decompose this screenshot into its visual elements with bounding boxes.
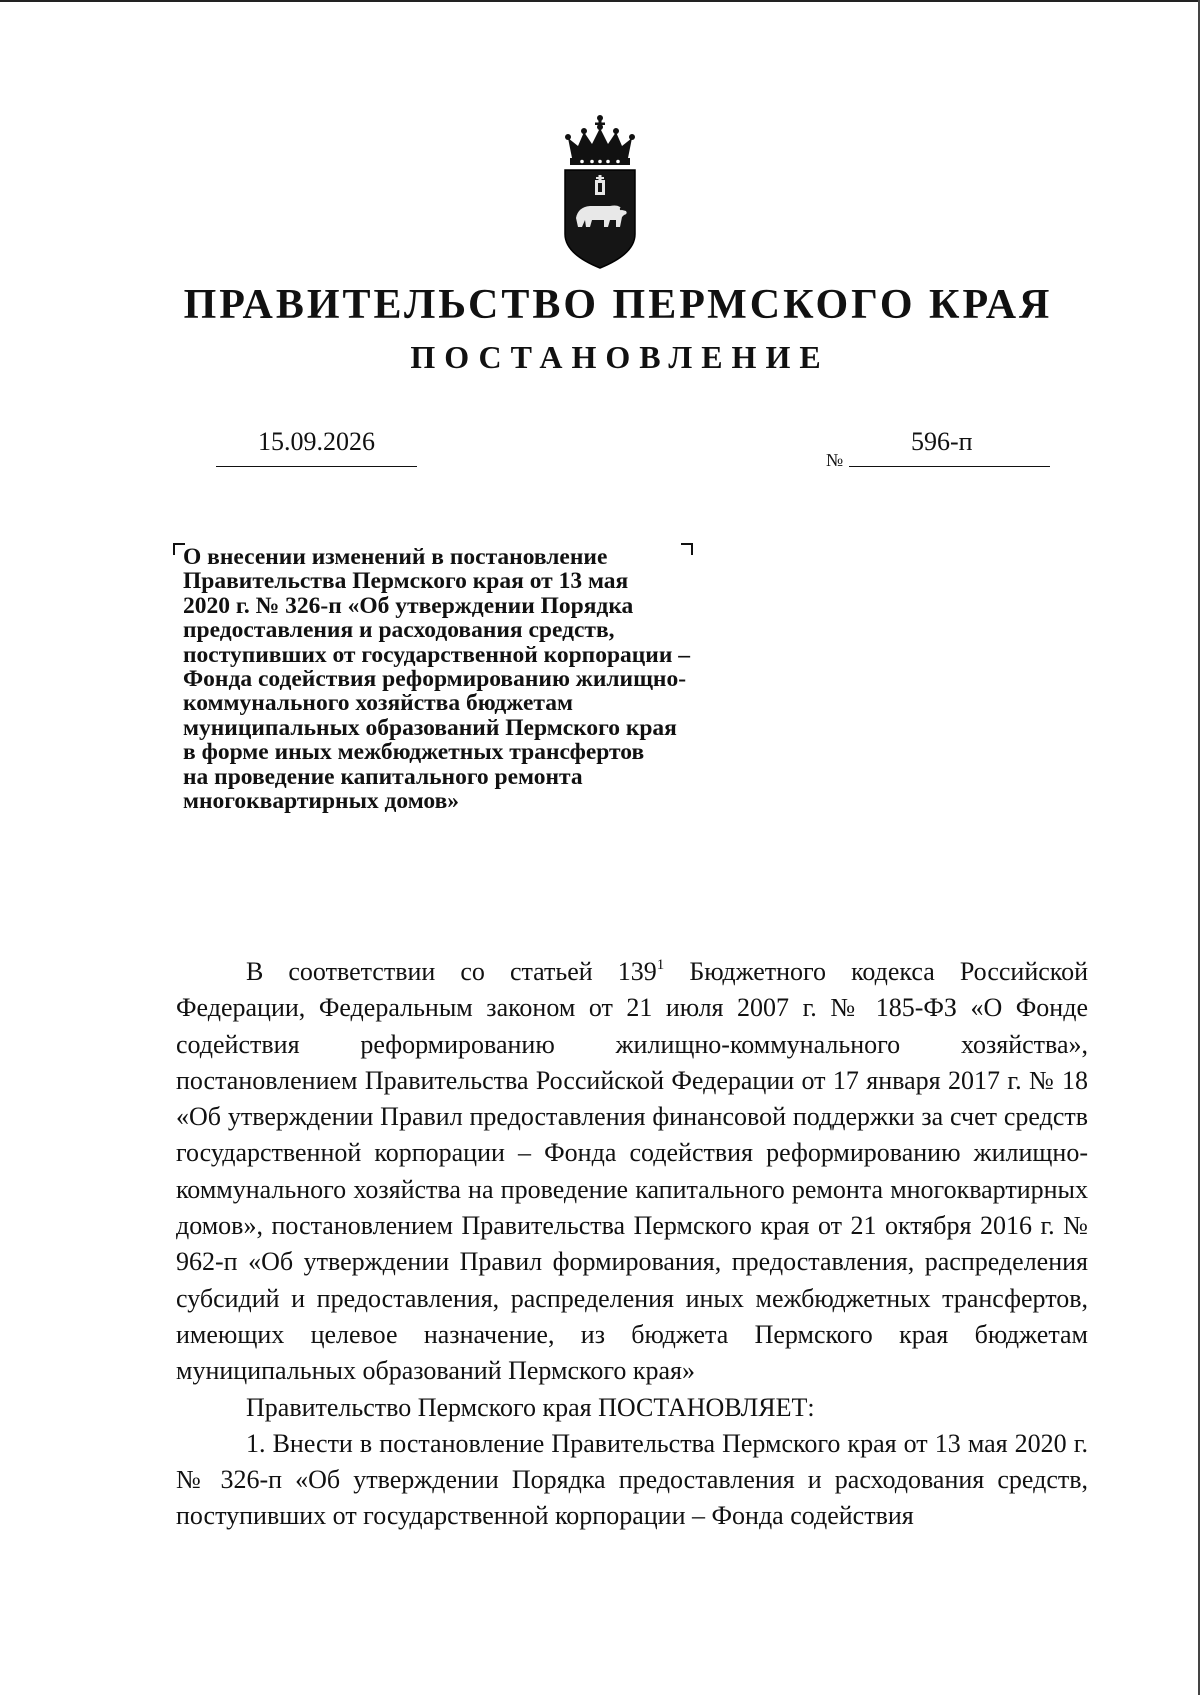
subject-line: в форме иных межбюджетных трансфертов [183,739,645,766]
preamble-text-start: В соответствии со статьей 139 [246,957,657,986]
document-subject [183,545,803,813]
document-type-title: ПОСТАНОВЛЕНИЕ [410,339,830,375]
number-sign: № [826,450,844,470]
subject-line: Фонда содействия реформированию жилищно- [183,666,687,693]
subject-line: коммунального хозяйства бюджетам [183,690,573,717]
document-body [176,954,1088,1535]
subject-line: Правительства Пермского края от 13 мая [183,568,629,595]
resolution-statement: Правительство Пермского края ПОСТАНОВЛЯЕТ: [246,1392,815,1422]
subject-line: предоставления и расходования средств, [183,617,615,644]
subject-line: О внесении изменений в постановление [183,544,608,570]
subject-line: 2020 г. № 326-п «Об утверждении Порядка [183,592,634,619]
subject-line: многоквартирных домов» [183,788,460,815]
number-underline [849,466,1050,467]
date-underline [216,466,417,467]
article-superscript: 1 [656,957,665,973]
document-number: 596-п [911,427,973,456]
subject-line: поступивших от государственной корпорации – [183,641,691,668]
document-date: 15.09.2026 [258,427,375,456]
coat-of-arms-emblem [562,114,638,272]
subject-line: муниципальных образований Пермского края [183,714,677,741]
preamble-paragraph [176,954,1088,1390]
clause-1-paragraph: 1. Внести в постановление Правительства Пермского края от 13 мая 2020 г. № 326-п «Об утверждении Порядка предоставления и расходования средств, поступивших от государственной корпорации – Фонда содействия [176,1428,1088,1531]
organization-title: ПРАВИТЕЛЬСТВО ПЕРМСКОГО КРАЯ [183,282,1053,328]
subject-line: на проведение капитального ремонта [183,763,583,790]
preamble-text-end: Бюджетного кодекса Российской Федерации, Федеральным законом от 21 июля 2007 г. № 185-ФЗ «О Фонде содействия реформированию жилищно-коммунального хозяйства», постановлением Правительства Российской Федерации от 17 января 2017 г. № 18 «Об утверждении Правил предоставления финансовой поддержки за счет средств государственной корпорации – Фонда содействия реформированию жилищно-коммунального хозяйства на проведение капитального ремонта многоквартирных домов», постановлением Правительства Пермского края от 21 октября 2016 г. № 962-п «Об утверждении Правил формирования, предоставления, распределения субсидий и предоставления, распределения иных межбюджетных трансфертов, имеющих целевое назначение, из бюджета Пермского края бюджетам муниципальных образований Пермского края» [176,957,1089,1386]
page-top-edge [0,0,1200,2]
